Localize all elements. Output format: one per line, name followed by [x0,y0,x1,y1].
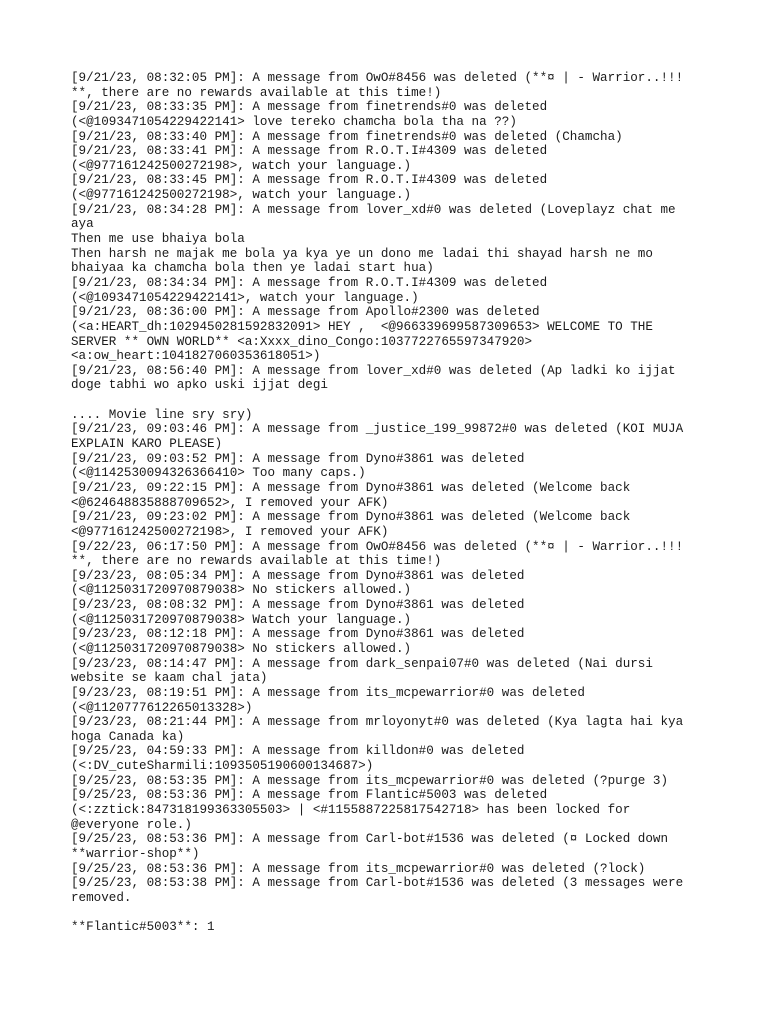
log-line: [9/21/23, 09:03:52 PM]: A message from Dyno#3861 was deleted [71,451,525,466]
log-line: .... Movie line sry sry) [71,407,253,422]
log-line: doge tabhi wo apko uski ijjat degi [71,378,328,393]
log-line: **Flantic#5003**: 1 [71,920,215,935]
log-line: [9/23/23, 08:05:34 PM]: A message from Dyno#3861 was deleted [71,568,525,583]
log-line: (<@1125031720970879038> No stickers allowed.) [71,583,412,598]
log-line: bhaiyaa ka chamcha bola then ye ladai start hua) [71,261,434,276]
log-line: EXPLAIN KARO PLEASE) [71,437,223,452]
log-line: <a:ow_heart:1041827060353618051>) [71,349,321,364]
log-line: <@624648835888709652>, I removed your AFK) [71,495,389,510]
log-line: @everyone role.) [71,817,192,832]
log-line: [9/23/23, 08:14:47 PM]: A message from dark_senpai07#0 was deleted (Nai dursi [71,656,653,671]
log-line: SERVER ** OWN WORLD** <a:Xxxx_dino_Congo:1037722765597347920> [71,334,533,349]
log-line: removed. [71,890,132,905]
log-line: **, there are no rewards available at this time!) [71,85,442,100]
log-line: [9/21/23, 08:33:45 PM]: A message from R.O.T.I#4309 was deleted [71,173,548,188]
log-line: [9/21/23, 09:23:02 PM]: A message from Dyno#3861 was deleted (Welcome back [71,510,631,525]
log-line [71,393,691,408]
log-line: [9/25/23, 08:53:36 PM]: A message from Carl-bot#1536 was deleted (¤ Locked down [71,832,669,847]
log-line: website se kaam chal jata) [71,671,268,686]
log-line: aya [71,217,94,232]
log-line: [9/21/23, 09:03:46 PM]: A message from _justice_199_99872#0 was deleted (KOI MUJA [71,422,684,437]
log-line: [9/25/23, 04:59:33 PM]: A message from killdon#0 was deleted [71,744,525,759]
log-line: (<@977161242500272198>, watch your language.) [71,188,412,203]
log-line: Then me use bhaiya bola [71,232,245,247]
log-line: [9/21/23, 08:34:28 PM]: A message from lover_xd#0 was deleted (Loveplayz chat me [71,202,676,217]
log-line: [9/23/23, 08:19:51 PM]: A message from its_mcpewarrior#0 was deleted [71,685,585,700]
log-line: (<@1125031720970879038> No stickers allowed.) [71,641,412,656]
log-line: (<@977161242500272198>, watch your language.) [71,158,412,173]
log-line: [9/21/23, 08:33:40 PM]: A message from finetrends#0 was deleted (Chamcha) [71,129,623,144]
log-line: [9/23/23, 08:12:18 PM]: A message from Dyno#3861 was deleted [71,627,525,642]
log-line: [9/21/23, 08:33:41 PM]: A message from R.O.T.I#4309 was deleted [71,144,548,159]
log-line: (<:DV_cuteSharmili:1093505190600134687>) [71,759,374,774]
log-line [71,906,691,921]
log-line: [9/23/23, 08:08:32 PM]: A message from Dyno#3861 was deleted [71,598,525,613]
log-line: (<@1120777612265013328>) [71,700,253,715]
log-line: (<@1093471054229422141>, watch your language.) [71,290,419,305]
log-line: (<:zztick:847318199363305503> | <#1155887225817542718> has been locked for [71,803,631,818]
log-line: **, there are no rewards available at this time!) [71,554,442,569]
log-line: hoga Canada ka) [71,729,185,744]
log-line: Then harsh ne majak me bola ya kya ye un dono me ladai thi shayad harsh ne mo [71,246,653,261]
log-line: [9/21/23, 09:22:15 PM]: A message from Dyno#3861 was deleted (Welcome back [71,480,631,495]
log-line: [9/21/23, 08:33:35 PM]: A message from finetrends#0 was deleted [71,100,548,115]
log-line: [9/21/23, 08:34:34 PM]: A message from R.O.T.I#4309 was deleted [71,275,548,290]
log-line: [9/21/23, 08:32:05 PM]: A message from OwO#8456 was deleted (**¤ | - Warrior..!!! [71,71,684,85]
log-line: <@977161242500272198>, I removed your AFK) [71,524,389,539]
log-line: (<a:HEART_dh:1029450281592832091> HEY , <@966339699587309653> WELCOME TO THE [71,319,653,334]
log-line: **warrior-shop**) [71,846,200,861]
log-line: [9/25/23, 08:53:38 PM]: A message from Carl-bot#1536 was deleted (3 messages were [71,876,684,891]
log-line: [9/22/23, 06:17:50 PM]: A message from OwO#8456 was deleted (**¤ | - Warrior..!!! [71,539,684,554]
log-line: (<@1142530094326366410> Too many caps.) [71,466,366,481]
log-line: (<@1093471054229422141> love tereko chamcha bola tha na ??) [71,114,517,129]
log-line: [9/25/23, 08:53:36 PM]: A message from Flantic#5003 was deleted [71,788,548,803]
log-line: [9/21/23, 08:56:40 PM]: A message from lover_xd#0 was deleted (Ap ladki ko ijjat [71,363,676,378]
log-line: [9/25/23, 08:53:36 PM]: A message from its_mcpewarrior#0 was deleted (?lock) [71,861,646,876]
log-line: (<@1125031720970879038> Watch your language.) [71,612,412,627]
log-document [71,71,691,935]
log-line: [9/23/23, 08:21:44 PM]: A message from mrloyonyt#0 was deleted (Kya lagta hai kya [71,715,684,730]
log-line: [9/25/23, 08:53:35 PM]: A message from its_mcpewarrior#0 was deleted (?purge 3) [71,773,669,788]
log-line: [9/21/23, 08:36:00 PM]: A message from Apollo#2300 was deleted [71,305,540,320]
